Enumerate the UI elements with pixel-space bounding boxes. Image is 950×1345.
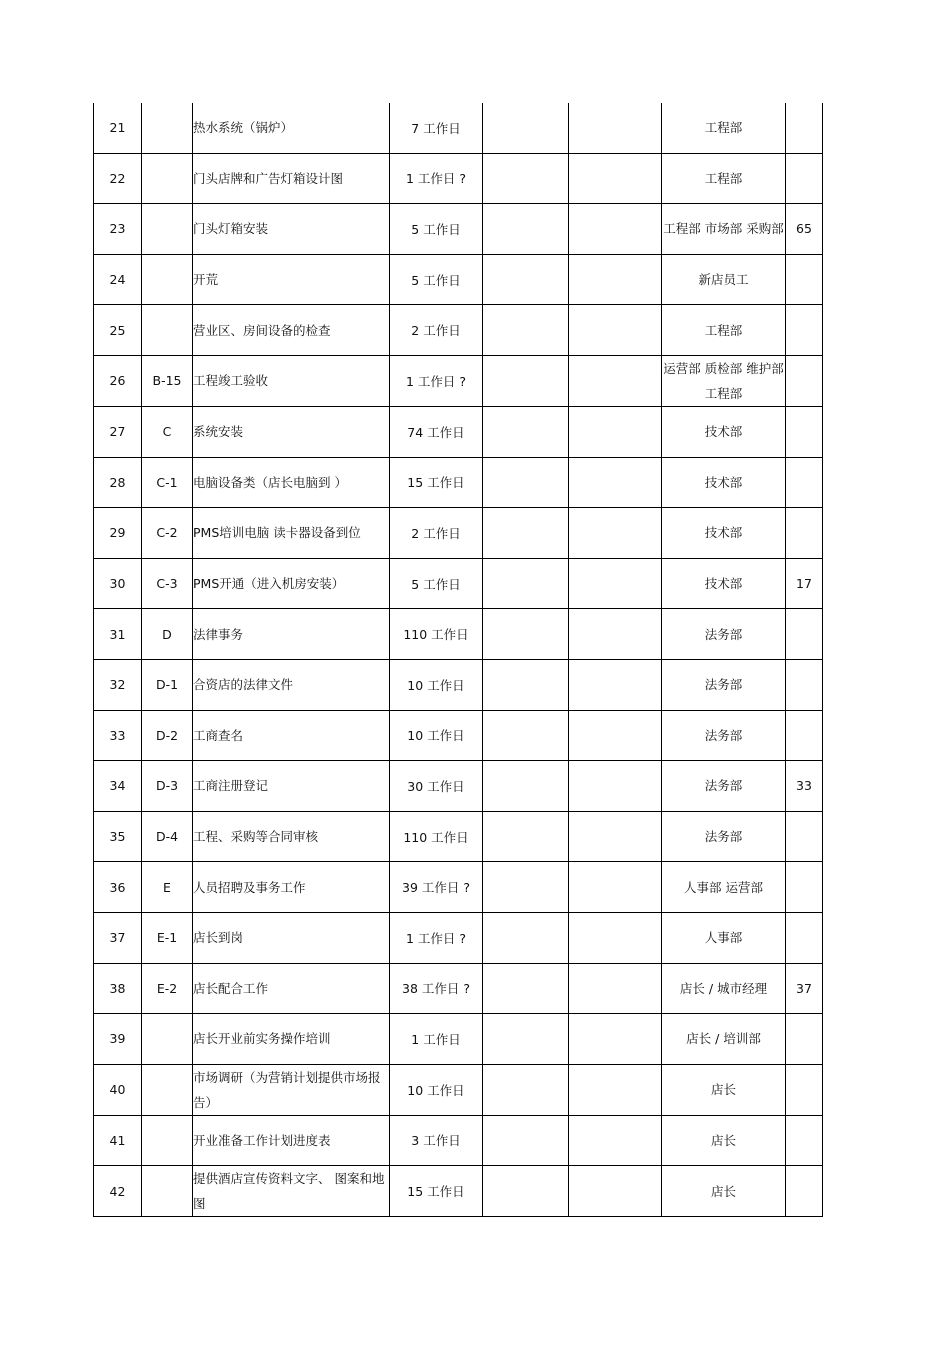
task-code-cell [142, 204, 193, 255]
table-row [94, 761, 823, 812]
task-code-cell [142, 1166, 193, 1217]
table-row [94, 355, 823, 406]
department-cell: 新店员工 [662, 254, 786, 305]
table-row [94, 1014, 823, 1065]
row-number-cell: 25 [94, 305, 142, 356]
task-name-cell: 系统安装 [193, 406, 390, 457]
row-number-cell: 34 [94, 761, 142, 812]
predecessor-cell [786, 1064, 823, 1115]
row-number-cell: 23 [94, 204, 142, 255]
task-code-cell: B-15 [142, 355, 193, 406]
empty-cell [569, 457, 662, 508]
department-cell: 店长 [662, 1064, 786, 1115]
empty-cell [483, 659, 569, 710]
duration-cell: 110 工作日 [390, 811, 483, 862]
predecessor-cell [786, 659, 823, 710]
empty-cell [569, 912, 662, 963]
duration-cell: 15 工作日 [390, 1166, 483, 1217]
department-cell: 运营部 质检部 维护部 工程部 [662, 355, 786, 406]
duration-cell: 1 工作日 ? [390, 355, 483, 406]
table-row [94, 103, 823, 153]
duration-cell: 10 工作日 [390, 1064, 483, 1115]
empty-cell [483, 609, 569, 660]
table-row [94, 508, 823, 559]
empty-cell [569, 204, 662, 255]
duration-cell: 5 工作日 [390, 254, 483, 305]
task-code-cell: C-2 [142, 508, 193, 559]
table-row [94, 659, 823, 710]
empty-cell [483, 862, 569, 913]
task-code-cell: D-4 [142, 811, 193, 862]
table-row [94, 912, 823, 963]
empty-cell [483, 1064, 569, 1115]
table-row [94, 1166, 823, 1217]
duration-cell: 39 工作日 ? [390, 862, 483, 913]
empty-cell [483, 558, 569, 609]
task-name-cell: 法律事务 [193, 609, 390, 660]
task-name-cell: PMS开通（进入机房安装） [193, 558, 390, 609]
table-row [94, 406, 823, 457]
empty-cell [483, 1014, 569, 1065]
empty-cell [483, 1115, 569, 1166]
empty-cell [483, 305, 569, 356]
empty-cell [483, 406, 569, 457]
department-cell: 人事部 [662, 912, 786, 963]
department-cell: 工程部 [662, 153, 786, 204]
task-code-cell [142, 1115, 193, 1166]
row-number-cell: 27 [94, 406, 142, 457]
row-number-cell: 32 [94, 659, 142, 710]
task-name-cell: 工程、采购等合同审核 [193, 811, 390, 862]
task-name-cell: 开业准备工作计划进度表 [193, 1115, 390, 1166]
task-name-cell: 店长配合工作 [193, 963, 390, 1014]
department-cell: 店长 / 培训部 [662, 1014, 786, 1065]
row-number-cell: 22 [94, 153, 142, 204]
table-row [94, 1064, 823, 1115]
predecessor-cell [786, 710, 823, 761]
empty-cell [483, 761, 569, 812]
task-code-cell: E [142, 862, 193, 913]
department-cell: 店长 [662, 1115, 786, 1166]
predecessor-cell [786, 103, 823, 153]
table-row [94, 204, 823, 255]
task-code-cell [142, 254, 193, 305]
empty-cell [569, 1166, 662, 1217]
empty-cell [483, 254, 569, 305]
task-name-cell: 市场调研（为营销计划提供市场报告） [193, 1064, 390, 1115]
predecessor-cell: 17 [786, 558, 823, 609]
task-name-cell: 工程竣工验收 [193, 355, 390, 406]
row-number-cell: 28 [94, 457, 142, 508]
empty-cell [569, 103, 662, 153]
empty-cell [569, 355, 662, 406]
empty-cell [483, 811, 569, 862]
row-number-cell: 24 [94, 254, 142, 305]
empty-cell [569, 254, 662, 305]
duration-cell: 15 工作日 [390, 457, 483, 508]
task-code-cell [142, 1064, 193, 1115]
empty-cell [569, 1115, 662, 1166]
empty-cell [483, 963, 569, 1014]
predecessor-cell [786, 508, 823, 559]
duration-cell: 3 工作日 [390, 1115, 483, 1166]
duration-cell: 110 工作日 [390, 609, 483, 660]
task-code-cell [142, 1014, 193, 1065]
predecessor-cell [786, 355, 823, 406]
table-row [94, 811, 823, 862]
department-cell: 技术部 [662, 558, 786, 609]
row-number-cell: 37 [94, 912, 142, 963]
predecessor-cell [786, 609, 823, 660]
empty-cell [483, 912, 569, 963]
task-name-cell: 电脑设备类（店长电脑到 ） [193, 457, 390, 508]
task-code-cell: E-1 [142, 912, 193, 963]
duration-cell: 2 工作日 [390, 305, 483, 356]
row-number-cell: 42 [94, 1166, 142, 1217]
task-name-cell: 门头店牌和广告灯箱设计图 [193, 153, 390, 204]
task-name-cell: 合资店的法律文件 [193, 659, 390, 710]
row-number-cell: 33 [94, 710, 142, 761]
empty-cell [483, 153, 569, 204]
task-name-cell: 门头灯箱安装 [193, 204, 390, 255]
duration-cell: 5 工作日 [390, 558, 483, 609]
duration-cell: 38 工作日 ? [390, 963, 483, 1014]
duration-cell: 1 工作日 ? [390, 153, 483, 204]
predecessor-cell [786, 912, 823, 963]
duration-cell: 30 工作日 [390, 761, 483, 812]
schedule-table [93, 103, 823, 1217]
empty-cell [569, 710, 662, 761]
predecessor-cell [786, 1014, 823, 1065]
empty-cell [483, 710, 569, 761]
empty-cell [483, 508, 569, 559]
table-row [94, 254, 823, 305]
duration-cell: 7 工作日 [390, 103, 483, 153]
department-cell: 法务部 [662, 609, 786, 660]
predecessor-cell [786, 1115, 823, 1166]
table-row [94, 609, 823, 660]
table-row [94, 710, 823, 761]
row-number-cell: 41 [94, 1115, 142, 1166]
task-name-cell: 营业区、房间设备的检查 [193, 305, 390, 356]
task-name-cell: 店长到岗 [193, 912, 390, 963]
row-number-cell: 26 [94, 355, 142, 406]
task-name-cell: 工商查名 [193, 710, 390, 761]
row-number-cell: 30 [94, 558, 142, 609]
task-name-cell: 店长开业前实务操作培训 [193, 1014, 390, 1065]
empty-cell [569, 659, 662, 710]
task-code-cell: D-1 [142, 659, 193, 710]
row-number-cell: 40 [94, 1064, 142, 1115]
empty-cell [569, 305, 662, 356]
empty-cell [483, 103, 569, 153]
department-cell: 工程部 [662, 305, 786, 356]
table-row [94, 153, 823, 204]
empty-cell [569, 862, 662, 913]
task-code-cell: C-3 [142, 558, 193, 609]
task-name-cell: 开荒 [193, 254, 390, 305]
empty-cell [569, 406, 662, 457]
task-name-cell: 提供酒店宣传资料文字、 图案和地图 [193, 1166, 390, 1217]
empty-cell [569, 761, 662, 812]
task-code-cell: D-3 [142, 761, 193, 812]
predecessor-cell: 37 [786, 963, 823, 1014]
row-number-cell: 39 [94, 1014, 142, 1065]
duration-cell: 5 工作日 [390, 204, 483, 255]
task-name-cell: 人员招聘及事务工作 [193, 862, 390, 913]
department-cell: 技术部 [662, 457, 786, 508]
empty-cell [483, 355, 569, 406]
predecessor-cell [786, 305, 823, 356]
department-cell: 法务部 [662, 659, 786, 710]
duration-cell: 10 工作日 [390, 710, 483, 761]
task-code-cell [142, 305, 193, 356]
department-cell: 法务部 [662, 811, 786, 862]
task-code-cell: C-1 [142, 457, 193, 508]
empty-cell [569, 1064, 662, 1115]
department-cell: 店长 / 城市经理 [662, 963, 786, 1014]
task-name-cell: PMS培训电脑 读卡器设备到位 [193, 508, 390, 559]
department-cell: 工程部 [662, 103, 786, 153]
table-row [94, 558, 823, 609]
task-name-cell: 工商注册登记 [193, 761, 390, 812]
department-cell: 店长 [662, 1166, 786, 1217]
row-number-cell: 35 [94, 811, 142, 862]
duration-cell: 2 工作日 [390, 508, 483, 559]
predecessor-cell: 65 [786, 204, 823, 255]
table-row [94, 1115, 823, 1166]
duration-cell: 1 工作日 [390, 1014, 483, 1065]
schedule-table-body [94, 103, 823, 1217]
row-number-cell: 29 [94, 508, 142, 559]
empty-cell [483, 1166, 569, 1217]
empty-cell [569, 963, 662, 1014]
predecessor-cell [786, 862, 823, 913]
empty-cell [483, 457, 569, 508]
department-cell: 人事部 运营部 [662, 862, 786, 913]
department-cell: 技术部 [662, 508, 786, 559]
table-row [94, 305, 823, 356]
row-number-cell: 31 [94, 609, 142, 660]
empty-cell [569, 609, 662, 660]
predecessor-cell [786, 811, 823, 862]
table-row [94, 963, 823, 1014]
task-code-cell: D-2 [142, 710, 193, 761]
predecessor-cell [786, 254, 823, 305]
empty-cell [569, 811, 662, 862]
task-code-cell: D [142, 609, 193, 660]
duration-cell: 10 工作日 [390, 659, 483, 710]
predecessor-cell: 33 [786, 761, 823, 812]
task-name-cell: 热水系统（锅炉） [193, 103, 390, 153]
task-code-cell [142, 103, 193, 153]
predecessor-cell [786, 457, 823, 508]
empty-cell [569, 153, 662, 204]
task-code-cell: E-2 [142, 963, 193, 1014]
table-row [94, 457, 823, 508]
row-number-cell: 21 [94, 103, 142, 153]
department-cell: 法务部 [662, 710, 786, 761]
department-cell: 法务部 [662, 761, 786, 812]
predecessor-cell [786, 1166, 823, 1217]
table-row [94, 862, 823, 913]
empty-cell [483, 204, 569, 255]
department-cell: 工程部 市场部 采购部 [662, 204, 786, 255]
empty-cell [569, 558, 662, 609]
row-number-cell: 38 [94, 963, 142, 1014]
duration-cell: 1 工作日 ? [390, 912, 483, 963]
empty-cell [569, 1014, 662, 1065]
predecessor-cell [786, 153, 823, 204]
row-number-cell: 36 [94, 862, 142, 913]
predecessor-cell [786, 406, 823, 457]
empty-cell [569, 508, 662, 559]
task-code-cell [142, 153, 193, 204]
task-code-cell: C [142, 406, 193, 457]
duration-cell: 74 工作日 [390, 406, 483, 457]
department-cell: 技术部 [662, 406, 786, 457]
